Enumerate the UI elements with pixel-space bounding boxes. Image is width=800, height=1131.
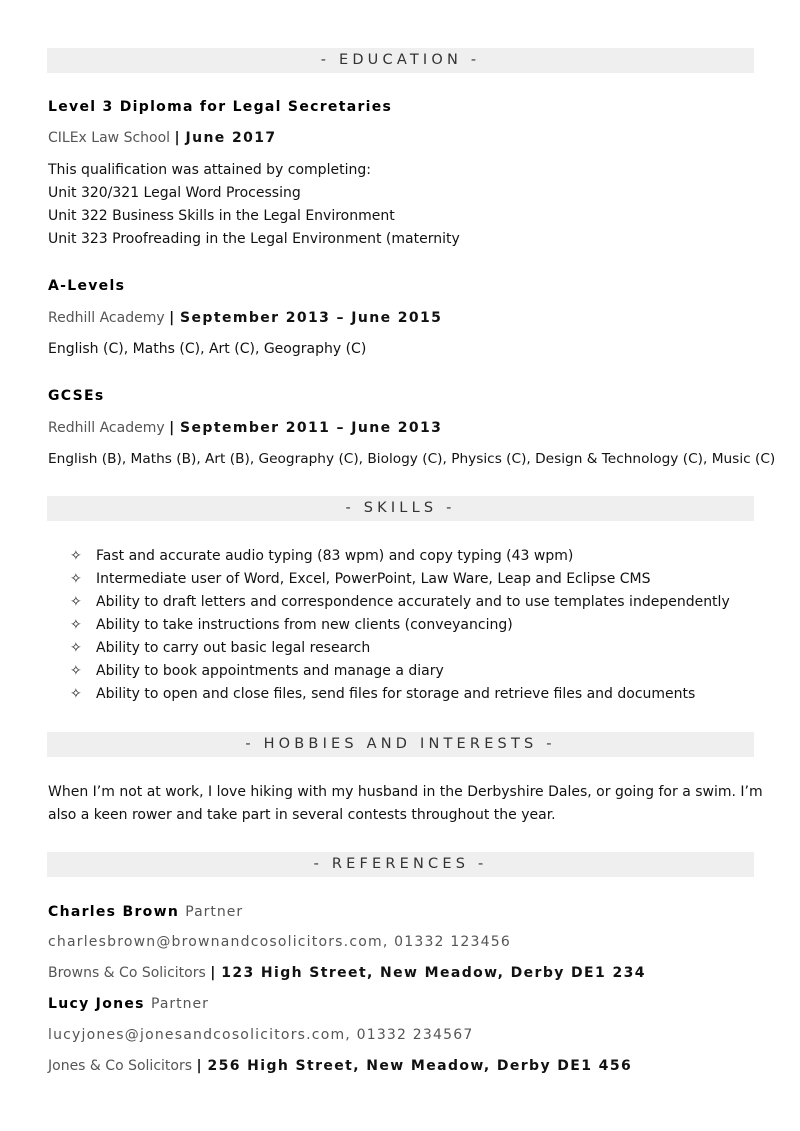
education-detail-line: This qualification was attained by completing: [48, 162, 371, 178]
reference-contact: charlesbrown@brownandcosolicitors.com, 01332 123456 [48, 934, 511, 950]
reference-contact: lucyjones@jonesandcosolicitors.com, 01332 234567 [48, 1027, 474, 1043]
reference-name-line [48, 904, 243, 920]
education-detail-line: Unit 323 Proofreading in the Legal Environment (maternity [48, 231, 460, 247]
education-date: September 2013 – June 2015 [180, 310, 443, 326]
list-item [70, 545, 730, 568]
reference-role: Partner [185, 904, 244, 920]
reference-name: Charles Brown [48, 904, 180, 920]
education-school: Redhill Academy [48, 310, 165, 326]
reference-role: Partner [151, 996, 209, 1012]
reference-name-line [48, 996, 209, 1012]
reference-company-line [48, 1058, 632, 1074]
list-item [70, 637, 730, 660]
education-section-header: - EDUCATION - [47, 48, 754, 73]
education-detail-line: English (C), Maths (C), Art (C), Geography (C) [48, 341, 367, 357]
skill-text: Ability to carry out basic legal research [96, 640, 371, 656]
diamond-bullet-icon: ✧ [70, 640, 82, 656]
education-title: Level 3 Diploma for Legal Secretaries [48, 99, 393, 115]
skill-text: Ability to book appointments and manage a diary [96, 663, 444, 679]
reference-address: 123 High Street, New Meadow, Derby DE1 234 [221, 965, 646, 981]
skill-text: Intermediate user of Word, Excel, PowerPoint, Law Ware, Leap and Eclipse CMS [96, 571, 651, 587]
list-item [70, 591, 730, 614]
list-item [70, 568, 730, 591]
skills-list [70, 545, 730, 706]
education-meta [48, 130, 277, 146]
education-date: June 2017 [185, 130, 277, 146]
education-meta [48, 420, 442, 436]
diamond-bullet-icon: ✧ [70, 594, 82, 610]
skill-text: Ability to open and close files, send files for storage and retrieve files and documents [96, 686, 696, 702]
education-school: Redhill Academy [48, 420, 165, 436]
education-meta [48, 310, 442, 326]
skills-section-header: - SKILLS - [47, 496, 754, 521]
meta-separator: | [196, 1058, 203, 1074]
diamond-bullet-icon: ✧ [70, 663, 82, 679]
diamond-bullet-icon: ✧ [70, 571, 82, 587]
meta-separator: | [169, 420, 176, 436]
hobbies-section-header: - HOBBIES AND INTERESTS - [47, 732, 754, 757]
list-item [70, 660, 730, 683]
meta-separator: | [169, 310, 176, 326]
reference-company: Browns & Co Solicitors [48, 965, 206, 981]
meta-separator: | [174, 130, 182, 146]
list-item [70, 683, 730, 706]
education-title: GCSEs [48, 388, 105, 404]
skill-text: Ability to draft letters and correspondence accurately and to use templates independently [96, 594, 730, 610]
references-section-header: - REFERENCES - [47, 852, 754, 877]
diamond-bullet-icon: ✧ [70, 686, 82, 702]
reference-name: Lucy Jones [48, 996, 145, 1012]
diamond-bullet-icon: ✧ [70, 617, 82, 633]
reference-company-line [48, 965, 646, 981]
education-school: CILEx Law School [48, 130, 171, 146]
education-date: September 2011 – June 2013 [180, 420, 443, 436]
skill-text: Fast and accurate audio typing (83 wpm) and copy typing (43 wpm) [96, 548, 574, 564]
skill-text: Ability to take instructions from new clients (conveyancing) [96, 617, 513, 633]
list-item [70, 614, 730, 637]
education-detail-line: Unit 322 Business Skills in the Legal Environment [48, 208, 395, 224]
reference-address: 256 High Street, New Meadow, Derby DE1 456 [207, 1058, 633, 1074]
education-detail-line: English (B), Maths (B), Art (B), Geography (C), Biology (C), Physics (C), Design & Technology (C), Music (C) [48, 451, 776, 467]
meta-separator: | [210, 965, 217, 981]
education-title: A-Levels [48, 278, 126, 294]
reference-company: Jones & Co Solicitors [48, 1058, 193, 1074]
hobbies-text-line: When I’m not at work, I love hiking with my husband in the Derbyshire Dales, or going for a swim. I’m [48, 784, 763, 800]
diamond-bullet-icon: ✧ [70, 548, 82, 564]
hobbies-text-line: also a keen rower and take part in several contests throughout the year. [48, 807, 556, 823]
education-detail-line: Unit 320/321 Legal Word Processing [48, 185, 301, 201]
